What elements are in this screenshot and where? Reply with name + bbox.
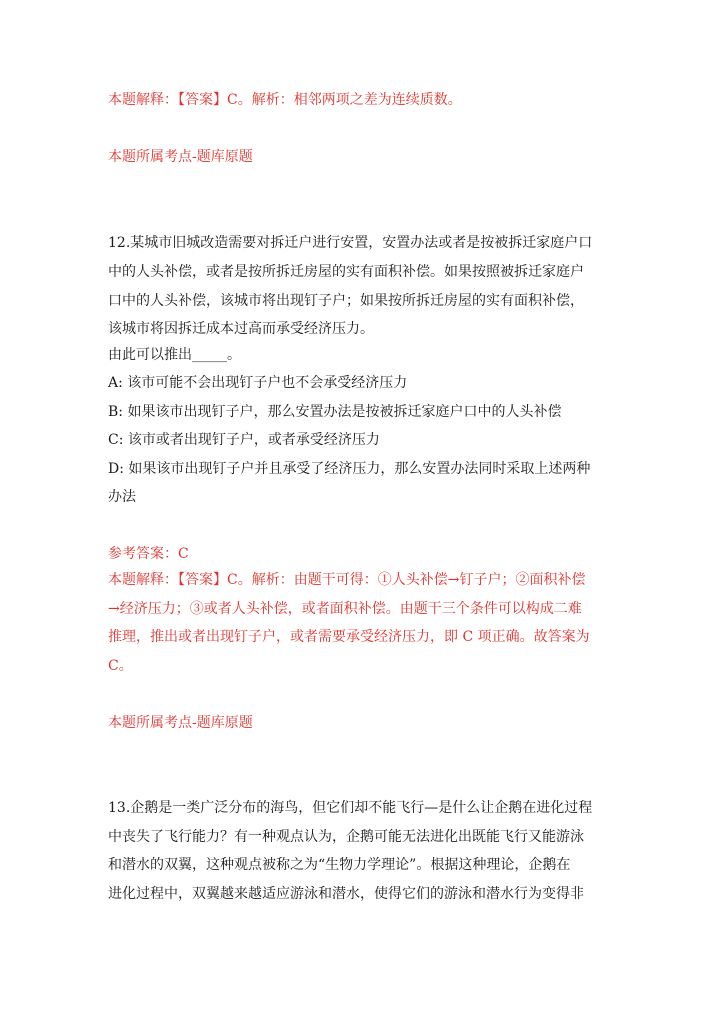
q12-explanation-line: 本题解释：【答案】C。解析：由题干可得：①人头补偿→钉子户；②面积补偿 bbox=[108, 572, 586, 588]
q13-stem-line: 中丧失了飞行能力？有一种观点认为，企鹅可能无法进化出既能飞行又能游泳 bbox=[108, 829, 584, 845]
q12-option-d: D: 如果该市出现钉子户并且承受了经济压力，那么安置办法同时采取上述两种 bbox=[108, 461, 591, 477]
q12-stem-line: 12.某城市旧城改造需要对拆迁户进行安置，安置办法或者是按被拆迁家庭户口 bbox=[108, 235, 593, 251]
q12-answer: 参考答案：C bbox=[108, 546, 189, 562]
q12-stem-line: 该城市将因拆迁成本过高而承受经济压力。 bbox=[108, 321, 374, 337]
q12-option-c: C: 该市或者出现钉子户，或者承受经济压力 bbox=[108, 432, 380, 448]
q12-option-a: A: 该市可能不会出现钉子户也不会承受经济压力 bbox=[108, 375, 408, 391]
q12-source: 本题所属考点-题库原题 bbox=[108, 715, 253, 731]
q12-option-d-continued: 办法 bbox=[108, 489, 136, 505]
q12-option-b: B: 如果该市出现钉子户，那么安置办法是按被拆迁家庭户口中的人头补偿 bbox=[108, 404, 562, 420]
prev-explanation: 本题解释：【答案】C。解析：相邻两项之差为连续质数。 bbox=[108, 92, 462, 108]
prev-source: 本题所属考点-题库原题 bbox=[108, 149, 253, 165]
q12-explanation-line: →经济压力；③或者人头补偿，或者面积补偿。由题干三个条件可以构成二难 bbox=[108, 601, 582, 617]
q12-explanation-line: C。 bbox=[108, 658, 133, 674]
q13-stem-line: 进化过程中，双翼越来越适应游泳和潜水，使得它们的游泳和潜水行为变得非 bbox=[108, 886, 584, 902]
q12-explanation-line: 推理，推出或者出现钉子户，或者需要承受经济压力，即 C 项正确。故答案为 bbox=[108, 629, 590, 645]
q12-stem-line: 中的人头补偿，或者是按所拆迁房屋的实有面积补偿。如果按照被拆迁家庭户 bbox=[108, 264, 584, 280]
q12-prompt: 由此可以推出_____。 bbox=[108, 347, 241, 363]
q13-stem-line: 13.企鹅是一类广泛分布的海鸟，但它们却不能飞行—是什么让企鹅在进化过程 bbox=[108, 800, 593, 816]
q12-stem-line: 口中的人头补偿，该城市将出现钉子户；如果按所拆迁房屋的实有面积补偿， bbox=[108, 293, 584, 309]
q13-stem-line: 和潜水的双翼，这种观点被称之为“生物力学理论”。根据这种理论，企鹅在 bbox=[108, 857, 571, 873]
